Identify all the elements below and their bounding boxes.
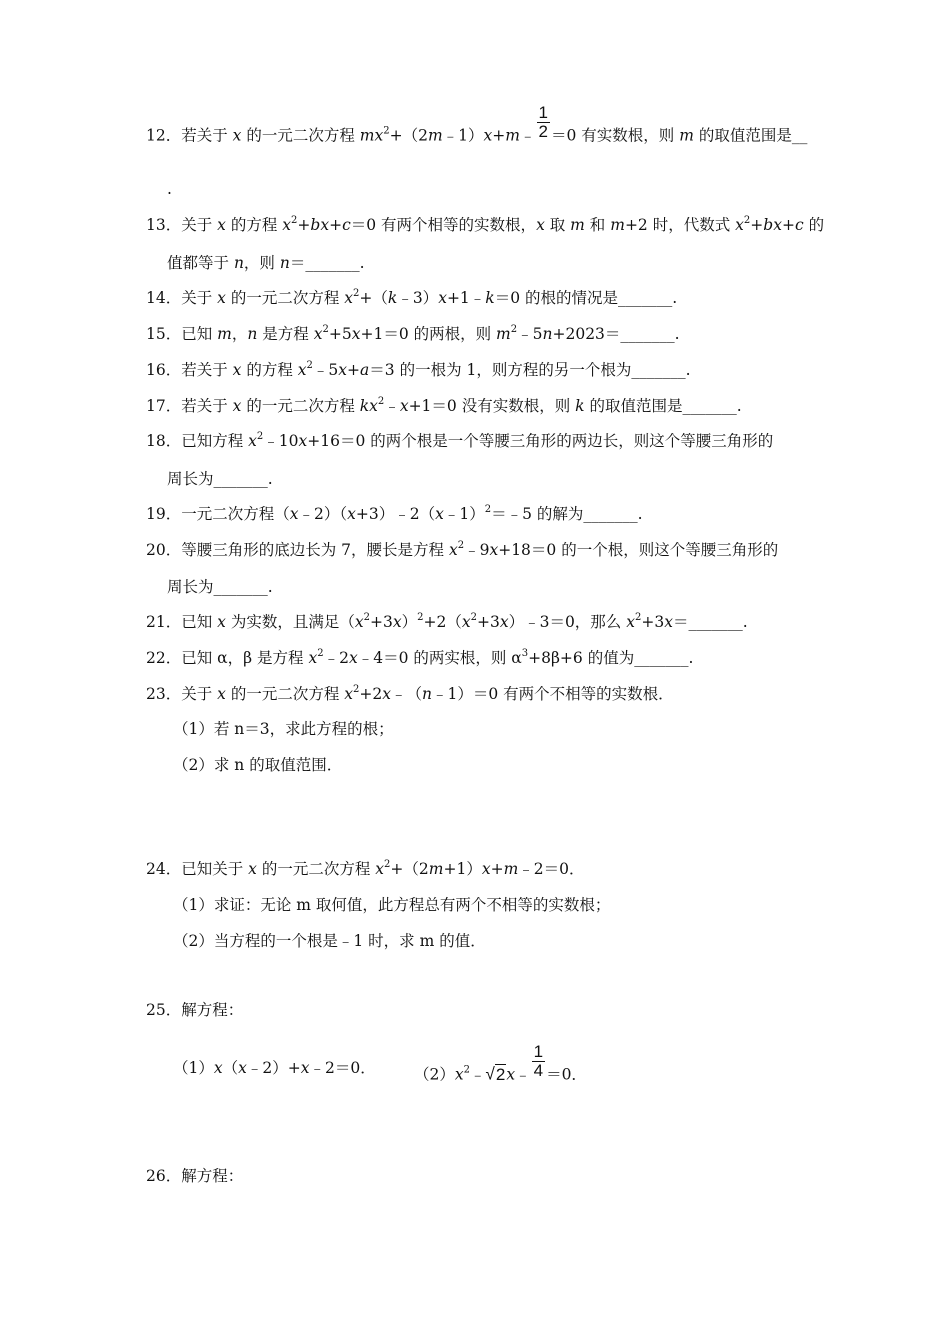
problem-24: 24．已知关于 x 的一元二次方程 $x^2+(2m+1)x+m﹣2=0$． xyxy=(146,859,585,878)
problem-23-part-2: （2）求 n 的取值范围． xyxy=(173,756,343,774)
problem-number: 16． xyxy=(146,361,182,379)
problem-25 xyxy=(146,999,243,1021)
problem-number: 22． xyxy=(146,649,182,667)
problem-text: 解方程： xyxy=(181,1167,244,1185)
problem-number: 25． xyxy=(146,1001,182,1019)
sqrt-two: √2 xyxy=(485,1064,506,1084)
problem-25-part-2: $(2)x^2﹣√2x﹣$ $\frac{1}{4}$ ＝0． xyxy=(414,1042,587,1084)
problem-12-cont: . xyxy=(167,180,172,198)
problem-23-part-1: （1）若 n＝3，求此方程的根； xyxy=(173,720,394,738)
problem-18-cont: 周长为_______. xyxy=(167,470,273,488)
problem-24-part-1: （1）求证：无论 m 取何值，此方程总有两个不相等的实数根； xyxy=(173,896,611,914)
problem-number: 15． xyxy=(146,325,182,343)
problem-14: 14．关于 x 的一元二次方程 $x^2+(k﹣3)x+1﹣k=0$ 的根的情况是_______. xyxy=(146,288,678,307)
problem-number: 17． xyxy=(146,397,182,415)
problem-15: 15．已知 m，n 是方程 $x^2+5x+1=0$ 的两根，则 $m^2﹣5n+2023=\_\_\_\_\_\_\_$. xyxy=(146,324,680,343)
problem-16: 16．若关于 x 的方程 $x^2﹣5x+a=3$ 的一根为 1，则方程的另一个根为_______. xyxy=(146,360,691,379)
problem-text: 解方程： xyxy=(181,1001,244,1019)
problem-number: 21． xyxy=(146,613,182,631)
problem-12: 12．若关于 x 的一元二次方程 $mx^2+(2m﹣1)x+m﹣$ $\frac{1}{2}$ ＝0 有实数根，则 m 的取值范围是__ xyxy=(146,103,808,145)
problem-19: 19．一元二次方程（x﹣2）（x+3）﹣2（x﹣1）$^2$＝﹣5 的解为_______. xyxy=(146,504,643,523)
fraction-one-quarter: $\frac{1}{4}$ xyxy=(533,1042,544,1080)
problem-20-cont: 周长为_______. xyxy=(167,578,273,596)
problem-13-cont: 值都等于 n，则 n＝_______. xyxy=(167,254,365,272)
problem-number: 14． xyxy=(146,289,182,307)
problem-21: 21．已知 x 为实数，且满足$(x^2+3x)^2+2(x^2+3x)﹣3=0$，那么 $x^2+3x=\_\_\_\_\_\_\_$. xyxy=(146,612,748,631)
problem-17: 17．若关于 x 的一元二次方程 $kx^2﹣x+1=0$ 没有实数根，则 k 的取值范围是_______. xyxy=(146,396,742,415)
problem-23: 23．关于 x 的一元二次方程 $x^2+2x﹣(n﹣1)=0$ 有两个不相等的实数根． xyxy=(146,684,674,703)
problem-number: 18． xyxy=(146,432,182,450)
problem-20: 20．等腰三角形的底边长为 7，腰长是方程 $x^2﹣9x+18=0$ 的一个根，则这个等腰三角形的 xyxy=(146,540,779,559)
problem-number: 19． xyxy=(146,505,182,523)
problem-number: 13． xyxy=(146,216,182,234)
problem-26 xyxy=(146,1165,243,1187)
problem-number: 12． xyxy=(146,126,182,145)
problem-22: 22．已知 α，β 是方程 $x^2﹣2x﹣4=0$ 的两实根，则 $\alpha^3+8\beta+6$ 的值为_______. xyxy=(146,648,694,667)
problem-number: 20． xyxy=(146,541,182,559)
problem-24-part-2: （2）当方程的一个根是﹣1 时，求 m 的值． xyxy=(173,932,486,950)
problem-number: 26． xyxy=(146,1167,182,1185)
problem-number: 23． xyxy=(146,685,182,703)
problem-13: 13．关于 x 的方程 $x^2+bx+c=0$ 有两个相等的实数根，x 取 m 和 m+2 时，代数式 $x^2+bx+c$ 的 xyxy=(146,215,825,234)
fraction-one-half: $\frac{1}{2}$ xyxy=(538,103,548,141)
problem-25-part-1: （1）x（x﹣2）+x﹣2＝0． xyxy=(173,1059,376,1077)
problem-number: 24． xyxy=(146,860,182,878)
problem-18: 18．已知方程 $x^2﹣10x+16=0$ 的两个根是一个等腰三角形的两边长，则这个等腰三角形的 xyxy=(146,431,774,450)
